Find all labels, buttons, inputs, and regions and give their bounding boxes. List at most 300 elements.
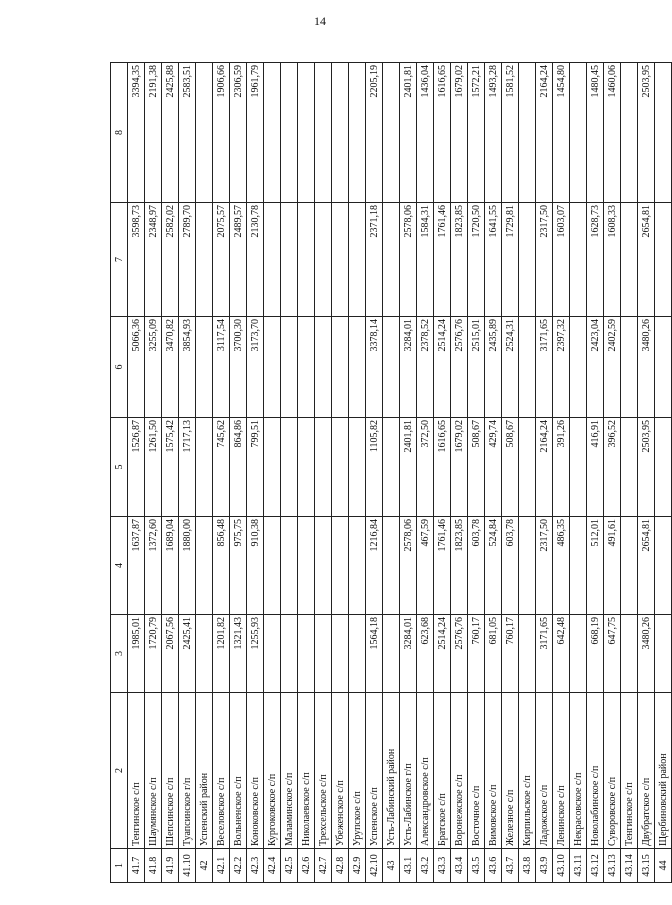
settlement-name-cell: Шаумянское с/п (145, 693, 162, 849)
value-cell (621, 203, 638, 317)
value-cell: 2164,24 (536, 418, 553, 517)
header-cell: 4 (111, 517, 128, 615)
value-cell: 2514,24 (434, 615, 451, 693)
value-cell: 1729,81 (502, 203, 519, 317)
value-cell: 3171,65 (536, 615, 553, 693)
value-cell (281, 517, 298, 615)
value-cell: 429,74 (485, 418, 502, 517)
row-number-cell: 43.11 (570, 849, 587, 883)
value-cell (655, 615, 672, 693)
row-number-cell: 43.5 (468, 849, 485, 883)
settlement-name-cell: Николаевское с/п (298, 693, 315, 849)
value-cell: 3480,26 (638, 615, 655, 693)
value-cell: 1880,00 (179, 517, 196, 615)
settlement-name-cell: Кирпильское с/п (519, 693, 536, 849)
value-cell: 3378,14 (366, 317, 383, 418)
value-cell: 910,38 (247, 517, 264, 615)
value-cell: 2578,06 (400, 203, 417, 317)
value-cell: 1823,85 (451, 517, 468, 615)
value-cell: 3470,82 (162, 317, 179, 418)
value-cell: 2489,57 (230, 203, 247, 317)
value-cell: 1608,33 (604, 203, 621, 317)
value-cell: 2578,06 (400, 517, 417, 615)
value-cell (332, 517, 349, 615)
settlement-name-cell: Вимовское с/п (485, 693, 502, 849)
value-cell: 975,75 (230, 517, 247, 615)
value-cell (315, 517, 332, 615)
table-row (179, 63, 196, 883)
row-number-cell: 43.6 (485, 849, 502, 883)
table-row (247, 63, 264, 883)
value-cell: 1906,66 (213, 63, 230, 203)
value-cell: 3255,09 (145, 317, 162, 418)
value-cell: 1679,02 (451, 418, 468, 517)
value-cell (315, 63, 332, 203)
table-row (434, 63, 451, 883)
value-cell: 1823,85 (451, 203, 468, 317)
table-row (213, 63, 230, 883)
value-cell (264, 203, 281, 317)
value-cell (570, 517, 587, 615)
settlement-name-cell: Шепсинское с/п (162, 693, 179, 849)
value-cell (281, 615, 298, 693)
row-number-cell: 42.4 (264, 849, 281, 883)
value-cell: 2654,81 (638, 203, 655, 317)
settlement-name-cell: Суворовское с/п (604, 693, 621, 849)
settlement-name-cell: Вольненское с/п (230, 693, 247, 849)
tariff-table (110, 62, 672, 883)
row-number-cell: 43.13 (604, 849, 621, 883)
value-cell: 1460,06 (604, 63, 621, 203)
value-cell: 5066,36 (128, 317, 145, 418)
value-cell: 2582,02 (162, 203, 179, 317)
table-row (451, 63, 468, 883)
value-cell (570, 203, 587, 317)
value-cell (655, 63, 672, 203)
row-number-cell: 42.2 (230, 849, 247, 883)
table-row (128, 63, 145, 883)
settlement-name-cell: Александровское с/п (417, 693, 434, 849)
value-cell: 2515,01 (468, 317, 485, 418)
value-cell (349, 615, 366, 693)
value-cell: 2191,38 (145, 63, 162, 203)
row-number-cell: 41.9 (162, 849, 179, 883)
value-cell (655, 418, 672, 517)
value-cell (332, 63, 349, 203)
value-cell: 1641,55 (485, 203, 502, 317)
value-cell (570, 317, 587, 418)
value-cell: 1616,65 (434, 63, 451, 203)
value-cell: 1572,21 (468, 63, 485, 203)
value-cell (383, 418, 400, 517)
settlement-name-cell: Маламинское с/п (281, 693, 298, 849)
table-row (502, 63, 519, 883)
table-row (281, 63, 298, 883)
value-cell: 416,91 (587, 418, 604, 517)
row-number-cell: 43.8 (519, 849, 536, 883)
value-cell: 2576,76 (451, 317, 468, 418)
value-cell: 2402,59 (604, 317, 621, 418)
row-number-cell: 43.15 (638, 849, 655, 883)
value-cell: 3171,65 (536, 317, 553, 418)
row-number-cell: 42.9 (349, 849, 366, 883)
value-cell (655, 203, 672, 317)
value-cell: 1372,60 (145, 517, 162, 615)
settlement-name-cell: Убеженское с/п (332, 693, 349, 849)
row-number-cell: 41.10 (179, 849, 196, 883)
value-cell (519, 203, 536, 317)
settlement-name-cell: Братское с/п (434, 693, 451, 849)
value-cell: 1201,82 (213, 615, 230, 693)
table-row (621, 63, 638, 883)
value-cell: 486,35 (553, 517, 570, 615)
value-cell: 3173,70 (247, 317, 264, 418)
value-cell (349, 203, 366, 317)
table-row (468, 63, 485, 883)
value-cell (298, 63, 315, 203)
value-cell: 2503,95 (638, 63, 655, 203)
row-number-cell: 42 (196, 849, 213, 883)
value-cell: 2583,51 (179, 63, 196, 203)
value-cell (621, 517, 638, 615)
row-number-cell: 42.6 (298, 849, 315, 883)
value-cell: 396,52 (604, 418, 621, 517)
value-cell: 2401,81 (400, 418, 417, 517)
value-cell (298, 615, 315, 693)
value-cell (349, 317, 366, 418)
row-number-cell: 43 (383, 849, 400, 883)
table-row (638, 63, 655, 883)
value-cell: 2789,70 (179, 203, 196, 317)
value-cell: 799,51 (247, 418, 264, 517)
table-row (383, 63, 400, 883)
value-cell (621, 63, 638, 203)
value-cell: 491,61 (604, 517, 621, 615)
value-cell (332, 615, 349, 693)
value-cell: 3284,01 (400, 317, 417, 418)
value-cell (349, 418, 366, 517)
row-number-cell: 43.3 (434, 849, 451, 883)
value-cell: 3700,30 (230, 317, 247, 418)
value-cell: 1761,46 (434, 517, 451, 615)
settlement-name-cell: Некрасовское с/п (570, 693, 587, 849)
settlement-name-cell: Ладожское с/п (536, 693, 553, 849)
value-cell: 2075,57 (213, 203, 230, 317)
value-cell (570, 63, 587, 203)
value-cell: 2397,32 (553, 317, 570, 418)
value-cell: 603,78 (468, 517, 485, 615)
value-cell (655, 517, 672, 615)
value-cell (332, 418, 349, 517)
table-row (587, 63, 604, 883)
row-number-cell: 42.1 (213, 849, 230, 883)
value-cell: 2435,89 (485, 317, 502, 418)
value-cell: 2306,59 (230, 63, 247, 203)
value-cell (570, 615, 587, 693)
row-number-cell: 43.12 (587, 849, 604, 883)
value-cell: 3480,26 (638, 317, 655, 418)
value-cell (315, 418, 332, 517)
row-number-cell: 42.8 (332, 849, 349, 883)
row-number-cell: 43.7 (502, 849, 519, 883)
value-cell: 2514,24 (434, 317, 451, 418)
value-cell: 856,48 (213, 517, 230, 615)
value-cell (332, 317, 349, 418)
value-cell: 1961,79 (247, 63, 264, 203)
value-cell: 524,84 (485, 517, 502, 615)
settlement-name-cell: Успенский район (196, 693, 213, 849)
header-cell: 6 (111, 317, 128, 418)
row-number-cell: 43.2 (417, 849, 434, 883)
value-cell: 2576,76 (451, 615, 468, 693)
value-cell (519, 615, 536, 693)
value-cell: 760,17 (468, 615, 485, 693)
value-cell (315, 615, 332, 693)
table-row (366, 63, 383, 883)
settlement-name-cell: Железное с/п (502, 693, 519, 849)
value-cell: 2425,41 (179, 615, 196, 693)
header-cell: 1 (111, 849, 128, 883)
value-cell: 745,62 (213, 418, 230, 517)
value-cell: 2205,19 (366, 63, 383, 203)
value-cell (383, 63, 400, 203)
value-cell: 1637,87 (128, 517, 145, 615)
table-row (349, 63, 366, 883)
value-cell (519, 517, 536, 615)
value-cell (383, 317, 400, 418)
value-cell: 1436,04 (417, 63, 434, 203)
value-cell: 1526,87 (128, 418, 145, 517)
value-cell (298, 317, 315, 418)
value-cell (349, 517, 366, 615)
table-row (485, 63, 502, 883)
value-cell (621, 615, 638, 693)
header-cell: 2 (111, 693, 128, 849)
table-row (332, 63, 349, 883)
settlement-name-cell: Успенское с/п (366, 693, 383, 849)
row-number-cell: 42.10 (366, 849, 383, 883)
value-cell: 2378,52 (417, 317, 434, 418)
table-row (162, 63, 179, 883)
value-cell: 681,05 (485, 615, 502, 693)
value-cell: 2130,78 (247, 203, 264, 317)
value-cell (315, 317, 332, 418)
table-row (145, 63, 162, 883)
value-cell: 1581,52 (502, 63, 519, 203)
value-cell: 3284,01 (400, 615, 417, 693)
header-cell: 5 (111, 418, 128, 517)
value-cell: 1255,93 (247, 615, 264, 693)
value-cell: 1717,13 (179, 418, 196, 517)
value-cell (264, 317, 281, 418)
rotated-table-area (110, 63, 669, 883)
value-cell: 1564,18 (366, 615, 383, 693)
value-cell (264, 615, 281, 693)
value-cell (264, 418, 281, 517)
table-wrapper (110, 63, 669, 883)
value-cell (281, 63, 298, 203)
value-cell: 3394,35 (128, 63, 145, 203)
value-cell: 1575,42 (162, 418, 179, 517)
row-number-cell: 42.5 (281, 849, 298, 883)
value-cell: 508,67 (468, 418, 485, 517)
value-cell: 1105,82 (366, 418, 383, 517)
value-cell (281, 203, 298, 317)
settlement-name-cell: Новолабинское с/п (587, 693, 604, 849)
row-number-cell: 43.9 (536, 849, 553, 883)
value-cell: 2401,81 (400, 63, 417, 203)
table-row (553, 63, 570, 883)
settlement-name-cell: Коноковское с/п (247, 693, 264, 849)
value-cell (196, 418, 213, 517)
settlement-name-cell: Кургоковское с/п (264, 693, 281, 849)
row-number-cell: 43.14 (621, 849, 638, 883)
settlement-name-cell: Туапсинское г/п (179, 693, 196, 849)
row-number-cell: 41.8 (145, 849, 162, 883)
settlement-name-cell: Трехсельское с/п (315, 693, 332, 849)
value-cell: 1616,65 (434, 418, 451, 517)
value-cell (264, 63, 281, 203)
settlement-name-cell: Усть-Лабинский район (383, 693, 400, 849)
settlement-name-cell: Тенгинское с/п (621, 693, 638, 849)
value-cell: 1216,84 (366, 517, 383, 615)
value-cell: 508,67 (502, 418, 519, 517)
value-cell: 512,01 (587, 517, 604, 615)
value-cell (281, 418, 298, 517)
value-cell: 3598,73 (128, 203, 145, 317)
row-number-cell: 43.10 (553, 849, 570, 883)
value-cell: 2067,56 (162, 615, 179, 693)
value-cell: 3854,93 (179, 317, 196, 418)
header-row (111, 63, 128, 883)
value-cell: 3117,54 (213, 317, 230, 418)
value-cell: 1480,45 (587, 63, 604, 203)
value-cell: 647,75 (604, 615, 621, 693)
value-cell: 2423,04 (587, 317, 604, 418)
value-cell: 2317,50 (536, 203, 553, 317)
settlement-name-cell: Воронежское с/п (451, 693, 468, 849)
value-cell: 603,78 (502, 517, 519, 615)
value-cell: 2164,24 (536, 63, 553, 203)
value-cell: 2425,88 (162, 63, 179, 203)
value-cell: 2348,97 (145, 203, 162, 317)
value-cell: 1493,28 (485, 63, 502, 203)
value-cell: 1628,73 (587, 203, 604, 317)
row-number-cell: 43.4 (451, 849, 468, 883)
settlement-name-cell: Ленинское с/п (553, 693, 570, 849)
value-cell (196, 517, 213, 615)
table-row (196, 63, 213, 883)
value-cell (196, 615, 213, 693)
value-cell (519, 418, 536, 517)
value-cell: 1261,50 (145, 418, 162, 517)
value-cell (519, 63, 536, 203)
table-row (298, 63, 315, 883)
value-cell: 668,19 (587, 615, 604, 693)
value-cell: 864,86 (230, 418, 247, 517)
table-row (417, 63, 434, 883)
settlement-name-cell: Двубратское с/п (638, 693, 655, 849)
table-row (400, 63, 417, 883)
value-cell: 467,59 (417, 517, 434, 615)
row-number-cell: 43.1 (400, 849, 417, 883)
value-cell (383, 615, 400, 693)
table-row (264, 63, 281, 883)
value-cell (332, 203, 349, 317)
settlement-name-cell: Восточное с/п (468, 693, 485, 849)
settlement-name-cell: Урупское с/п (349, 693, 366, 849)
value-cell: 2654,81 (638, 517, 655, 615)
row-number-cell: 44 (655, 849, 672, 883)
value-cell (298, 517, 315, 615)
value-cell: 391,26 (553, 418, 570, 517)
value-cell: 1720,50 (468, 203, 485, 317)
value-cell (383, 517, 400, 615)
table-row (230, 63, 247, 883)
value-cell (519, 317, 536, 418)
row-number-cell: 42.7 (315, 849, 332, 883)
row-number-cell: 41.7 (128, 849, 145, 883)
value-cell (298, 203, 315, 317)
value-cell: 1454,80 (553, 63, 570, 203)
table-row (519, 63, 536, 883)
value-cell: 1985,01 (128, 615, 145, 693)
row-number-cell: 42.3 (247, 849, 264, 883)
value-cell (383, 203, 400, 317)
value-cell: 760,17 (502, 615, 519, 693)
value-cell (196, 203, 213, 317)
table-row (536, 63, 553, 883)
value-cell (570, 418, 587, 517)
value-cell: 1321,43 (230, 615, 247, 693)
table-row (655, 63, 672, 883)
value-cell (298, 418, 315, 517)
table-row (315, 63, 332, 883)
value-cell: 2503,95 (638, 418, 655, 517)
settlement-name-cell: Щербиновский район (655, 693, 672, 849)
value-cell (621, 317, 638, 418)
value-cell: 2317,50 (536, 517, 553, 615)
table-row (604, 63, 621, 883)
value-cell: 1679,02 (451, 63, 468, 203)
value-cell: 1603,07 (553, 203, 570, 317)
value-cell: 1761,46 (434, 203, 451, 317)
value-cell: 372,50 (417, 418, 434, 517)
value-cell (196, 63, 213, 203)
value-cell: 1689,04 (162, 517, 179, 615)
header-cell: 8 (111, 63, 128, 203)
settlement-name-cell: Веселовское с/п (213, 693, 230, 849)
page-number: 14 (314, 14, 326, 28)
settlement-name-cell: Усть-Лабинское г/п (400, 693, 417, 849)
value-cell: 2371,18 (366, 203, 383, 317)
value-cell (655, 317, 672, 418)
value-cell: 642,48 (553, 615, 570, 693)
value-cell: 623,68 (417, 615, 434, 693)
value-cell: 1584,31 (417, 203, 434, 317)
value-cell (349, 63, 366, 203)
value-cell (315, 203, 332, 317)
header-cell: 7 (111, 203, 128, 317)
settlement-name-cell: Тенгинское с/п (128, 693, 145, 849)
value-cell (196, 317, 213, 418)
value-cell (264, 517, 281, 615)
value-cell (621, 418, 638, 517)
table-row (570, 63, 587, 883)
value-cell: 2524,31 (502, 317, 519, 418)
header-cell: 3 (111, 615, 128, 693)
value-cell: 1720,79 (145, 615, 162, 693)
